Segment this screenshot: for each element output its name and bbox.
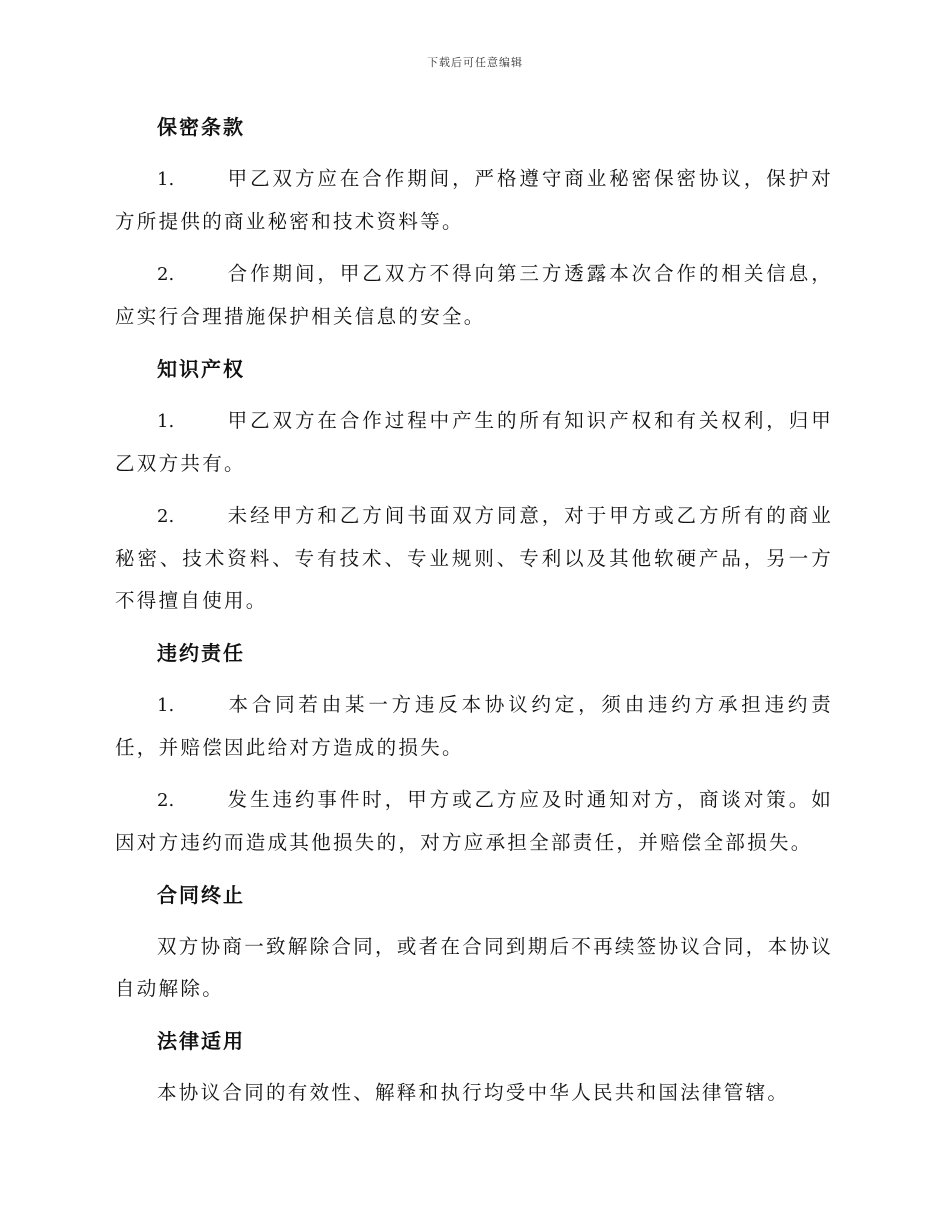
clause-paragraph bbox=[115, 158, 833, 243]
clause-paragraph: 本协议合同的有效性、解释和执行均受中华人民共和国法律管辖。 bbox=[157, 1081, 790, 1104]
clause-text: 发生违约事件时，甲方或乙方应及时通知对方，商谈对策。如因对方违约而造成其他损失的，对方应承担全部责任，并赔偿全部损失。 bbox=[115, 788, 833, 854]
clause-number: 1. bbox=[157, 411, 175, 432]
clause-number: 2. bbox=[157, 506, 175, 527]
clause-paragraph bbox=[115, 495, 833, 622]
clause-paragraph bbox=[115, 253, 833, 338]
section-heading-termination: 合同终止 bbox=[157, 883, 245, 907]
clause-text: 合作期间，甲乙双方不得向第三方透露本次合作的相关信息，应实行合理措施保护相关信息的安全。 bbox=[115, 262, 833, 328]
document-body bbox=[115, 106, 833, 1114]
section-heading-intellectual-property: 知识产权 bbox=[157, 357, 245, 381]
section-heading-confidentiality: 保密条款 bbox=[157, 115, 245, 139]
clause-number: 2. bbox=[157, 790, 175, 811]
clause-number: 2. bbox=[157, 264, 175, 285]
section-heading-liability: 违约责任 bbox=[157, 641, 245, 665]
clause-paragraph bbox=[115, 400, 833, 485]
clause-paragraph bbox=[115, 779, 833, 864]
clause-paragraph: 双方协商一致解除合同，或者在合同到期后不再续签协议合同，本协议自动解除。 bbox=[115, 935, 833, 1000]
section-heading-governing-law: 法律适用 bbox=[157, 1029, 245, 1053]
clause-text: 未经甲方和乙方间书面双方同意，对于甲方或乙方所有的商业秘密、技术资料、专有技术、专业规则、专利以及其他软硬产品，另一方不得擅自使用。 bbox=[115, 504, 833, 612]
clause-paragraph bbox=[115, 684, 833, 769]
clause-text: 甲乙双方应在合作期间，严格遵守商业秘密保密协议，保护对方所提供的商业秘密和技术资料等。 bbox=[115, 167, 833, 233]
clause-text: 甲乙双方在合作过程中产生的所有知识产权和有关权利，归甲乙双方共有。 bbox=[115, 409, 833, 475]
clause-text: 本合同若由某一方违反本协议约定，须由违约方承担违约责任，并赔偿因此给对方造成的损失。 bbox=[115, 693, 833, 759]
clause-number: 1. bbox=[157, 169, 175, 190]
clause-number: 1. bbox=[157, 695, 175, 716]
page-header: 下载后可任意编辑 bbox=[427, 56, 523, 69]
